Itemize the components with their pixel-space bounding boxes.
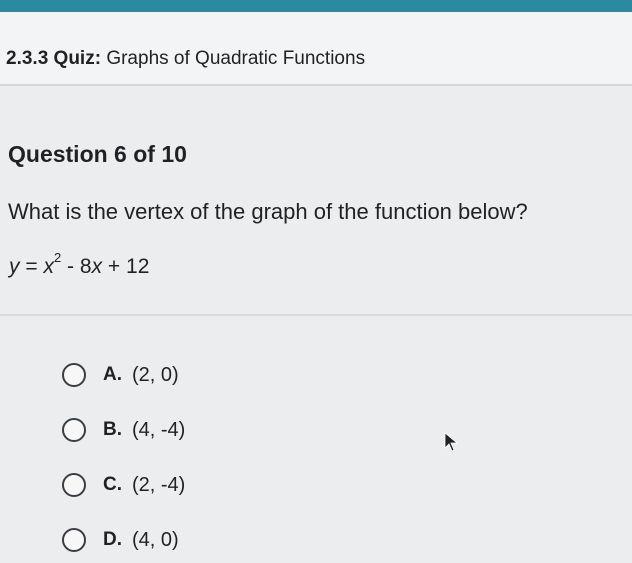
question-divider [0, 314, 632, 316]
quiz-number: 2.3.3 [6, 48, 49, 69]
eq-op2: + [107, 255, 121, 278]
option-value: (4, 0) [132, 528, 179, 551]
quiz-header [0, 12, 632, 84]
eq-term2-coef: 8 [79, 255, 92, 278]
answer-option-a[interactable] [62, 359, 262, 391]
question-prompt: What is the vertex of the graph of the function below? [8, 199, 528, 224]
answer-option-b[interactable] [62, 414, 262, 446]
eq-term1-var: x [43, 255, 54, 278]
answer-option-c[interactable] [62, 469, 262, 501]
option-letter: C. [103, 474, 122, 495]
question-number: Question 6 of 10 [8, 141, 187, 167]
eq-lhs: y [9, 255, 20, 278]
option-value: (4, -4) [132, 418, 186, 441]
quiz-title [6, 48, 365, 70]
quiz-title-text: Graphs of Quadratic Functions [106, 48, 366, 69]
top-accent-bar [0, 0, 632, 12]
radio-icon[interactable] [62, 363, 86, 387]
radio-icon[interactable] [62, 528, 86, 552]
eq-constant: 12 [126, 255, 150, 278]
eq-term1-exponent: 2 [53, 250, 62, 265]
function-equation [9, 250, 150, 279]
radio-icon[interactable] [62, 473, 86, 497]
option-letter: B. [103, 419, 122, 440]
option-value: (2, -4) [132, 473, 186, 496]
answer-option-d[interactable] [62, 524, 262, 556]
eq-equals: = [25, 255, 38, 278]
header-divider [0, 84, 632, 86]
eq-op1: - [67, 255, 75, 278]
option-value: (2, 0) [132, 363, 179, 386]
option-letter: D. [103, 529, 122, 550]
radio-icon[interactable] [62, 418, 86, 442]
option-letter: A. [103, 364, 122, 385]
eq-term2-var: x [91, 255, 103, 278]
quiz-label: Quiz: [53, 48, 102, 69]
mouse-pointer-icon [444, 432, 458, 452]
